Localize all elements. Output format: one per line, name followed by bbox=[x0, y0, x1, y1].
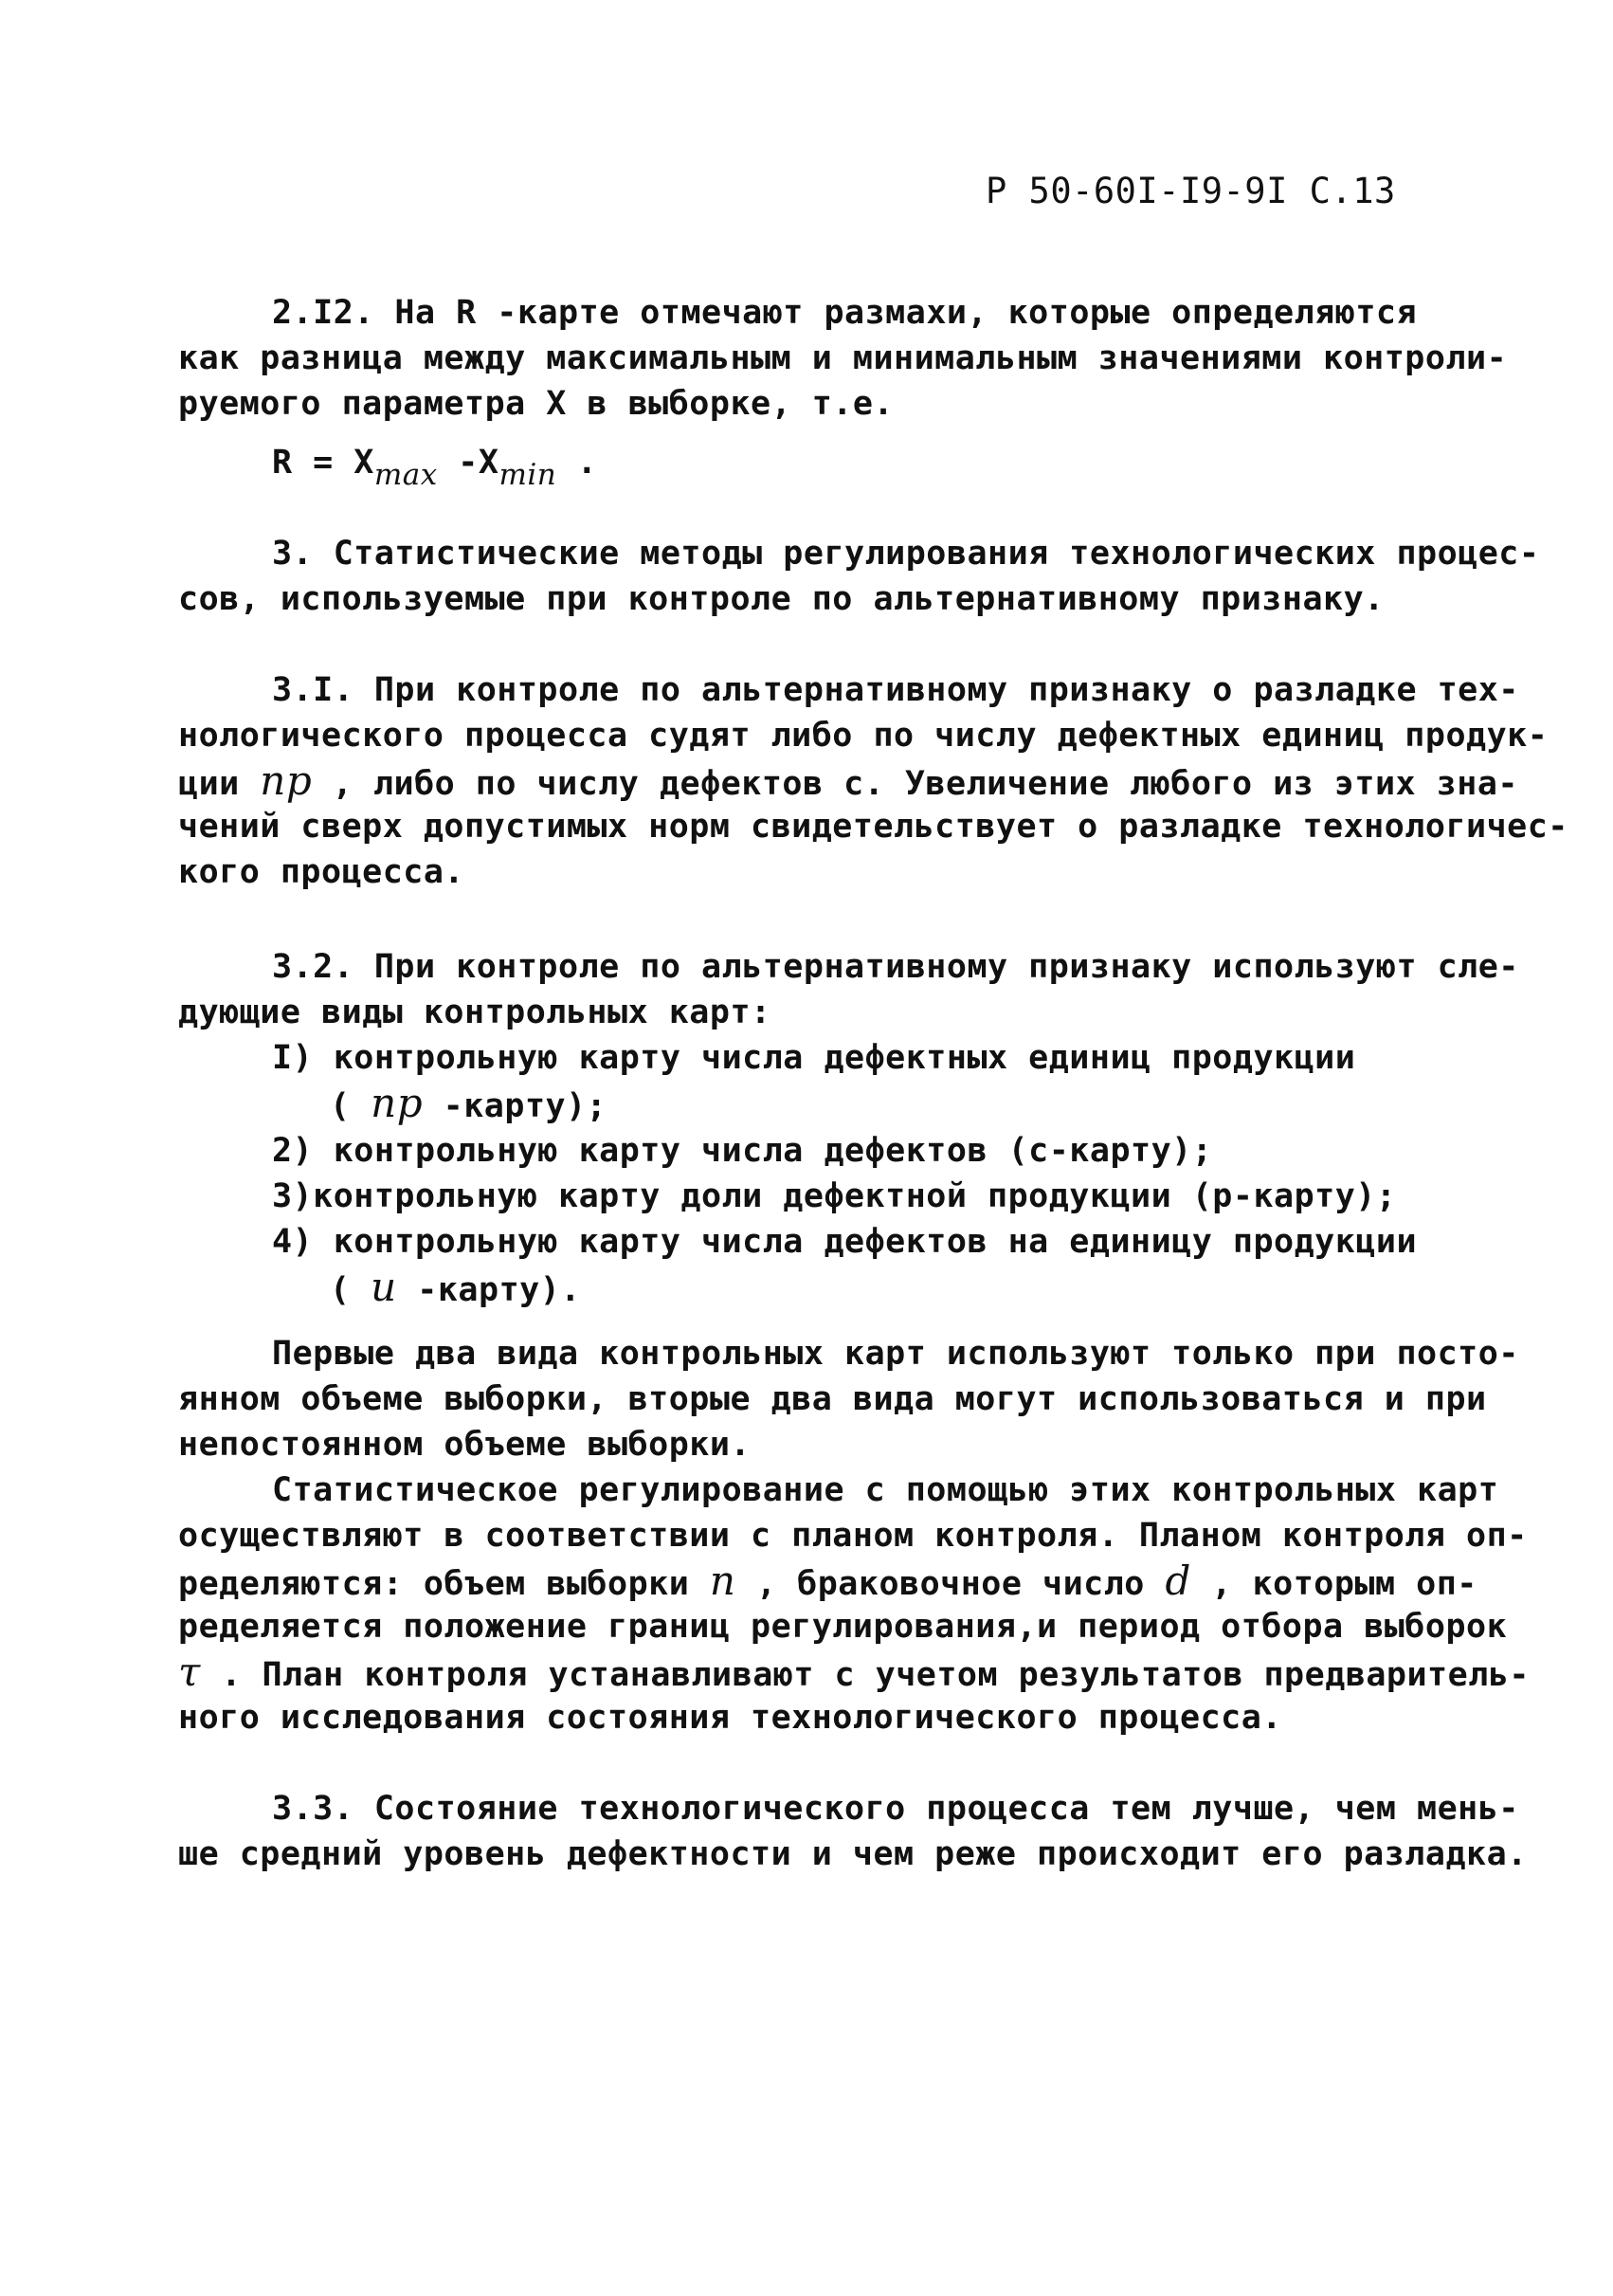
document-code: Р 50-60I-I9-9I С.13 bbox=[986, 171, 1396, 211]
para-regulation-line-5 bbox=[178, 1649, 1530, 1698]
para-regulation-line-3 bbox=[178, 1558, 1477, 1607]
tau-symbol: τ bbox=[178, 1649, 201, 1695]
text-run: R = X bbox=[272, 444, 374, 482]
n-symbol: n bbox=[709, 1558, 736, 1604]
list-item-3: 3)контрольную карту доли дефектной продукции (р-карту); bbox=[272, 1177, 1397, 1215]
np-symbol: np bbox=[371, 1080, 424, 1126]
text-run: ределяются: объем выборки bbox=[178, 1565, 710, 1603]
para-3-3-line-1: 3.3. Состояние технологического процесса тем лучше, чем мень- bbox=[272, 1790, 1519, 1828]
text-run: R bbox=[456, 294, 477, 332]
para-3-1-line-4: чений сверх допустимых норм свидетельствует о разладке технологичес- bbox=[178, 808, 1568, 846]
para-regulation-line-6: ного исследования состояния технологического процесса. bbox=[178, 1699, 1282, 1737]
para-first-two-line-2: янном объеме выборки, вторые два вида могут использоваться и при bbox=[178, 1380, 1487, 1418]
para-regulation-line-4: ределяется положение границ регулирования,и период отбора выборок bbox=[178, 1608, 1508, 1646]
text-run: , либо по числу дефектов с. Увеличение любого из этих зна- bbox=[312, 765, 1518, 803]
range-formula bbox=[272, 440, 598, 492]
text-run: ции bbox=[178, 765, 261, 803]
section-3-heading-line-2: сов, используемые при контроле по альтернативному признаку. bbox=[178, 580, 1385, 618]
text-run: . bbox=[556, 444, 598, 482]
text-run: -карте отмечают размахи, которые определяются bbox=[476, 294, 1418, 332]
d-symbol: d bbox=[1165, 1558, 1191, 1604]
text-run: -X bbox=[437, 444, 499, 482]
text-run: , которым оп- bbox=[1190, 1565, 1477, 1603]
para-first-two-line-1: Первые два вида контрольных карт используют только при посто- bbox=[272, 1335, 1519, 1373]
text-run: , браковочное число bbox=[735, 1565, 1166, 1603]
list-item-1-cont bbox=[330, 1081, 607, 1129]
list-item-1: I) контрольную карту числа дефектных единиц продукции bbox=[272, 1039, 1356, 1077]
para-3-2-line-2: дующие виды контрольных карт: bbox=[178, 993, 771, 1031]
para-regulation-line-1: Статистическое регулирование с помощью этих контрольных карт bbox=[272, 1471, 1499, 1509]
np-symbol: np bbox=[260, 757, 313, 804]
para-3-1-line-5: кого процесса. bbox=[178, 853, 465, 891]
para-2-12-line-3: руемого параметра X в выборке, т.е. bbox=[178, 385, 895, 423]
para-3-1-line-3 bbox=[178, 758, 1518, 807]
u-symbol: u bbox=[371, 1264, 397, 1310]
para-3-1-line-1: 3.I. При контроле по альтернативному признаку о разладке тех- bbox=[272, 671, 1519, 709]
para-2-12-line-1 bbox=[272, 290, 1417, 336]
list-item-2: 2) контрольную карту числа дефектов (с-карту); bbox=[272, 1132, 1213, 1170]
para-3-2-line-1: 3.2. При контроле по альтернативному признаку используют сле- bbox=[272, 948, 1519, 986]
para-3-3-line-2: ше средний уровень дефектности и чем реже происходит его разладка. bbox=[178, 1835, 1528, 1873]
para-regulation-line-2: осуществляют в соответствии с планом контроля. Планом контроля оп- bbox=[178, 1517, 1528, 1555]
para-2-12-line-2: как разница между максимальным и минимальным значениями контроли- bbox=[178, 339, 1508, 377]
list-item-4-cont bbox=[330, 1265, 581, 1313]
para-3-1-line-2: нологического процесса судят либо по числу дефектных единиц продук- bbox=[178, 717, 1549, 755]
section-3-heading-line-1: 3. Статистические методы регулирования технологических процес- bbox=[272, 535, 1540, 573]
text-run: ( bbox=[330, 1087, 372, 1125]
text-run: ( bbox=[330, 1271, 372, 1309]
text-run: max bbox=[373, 458, 438, 492]
text-run: min bbox=[498, 458, 557, 492]
text-run: . План контроля устанавливают с учетом результатов предваритель- bbox=[200, 1656, 1530, 1694]
text-run: -карту). bbox=[396, 1271, 581, 1309]
para-first-two-line-3: непостоянном объеме выборки. bbox=[178, 1426, 752, 1464]
text-run: -карту); bbox=[423, 1087, 607, 1125]
list-item-4: 4) контрольную карту числа дефектов на единицу продукции bbox=[272, 1223, 1418, 1261]
text-run: 2.I2. На bbox=[272, 294, 457, 332]
